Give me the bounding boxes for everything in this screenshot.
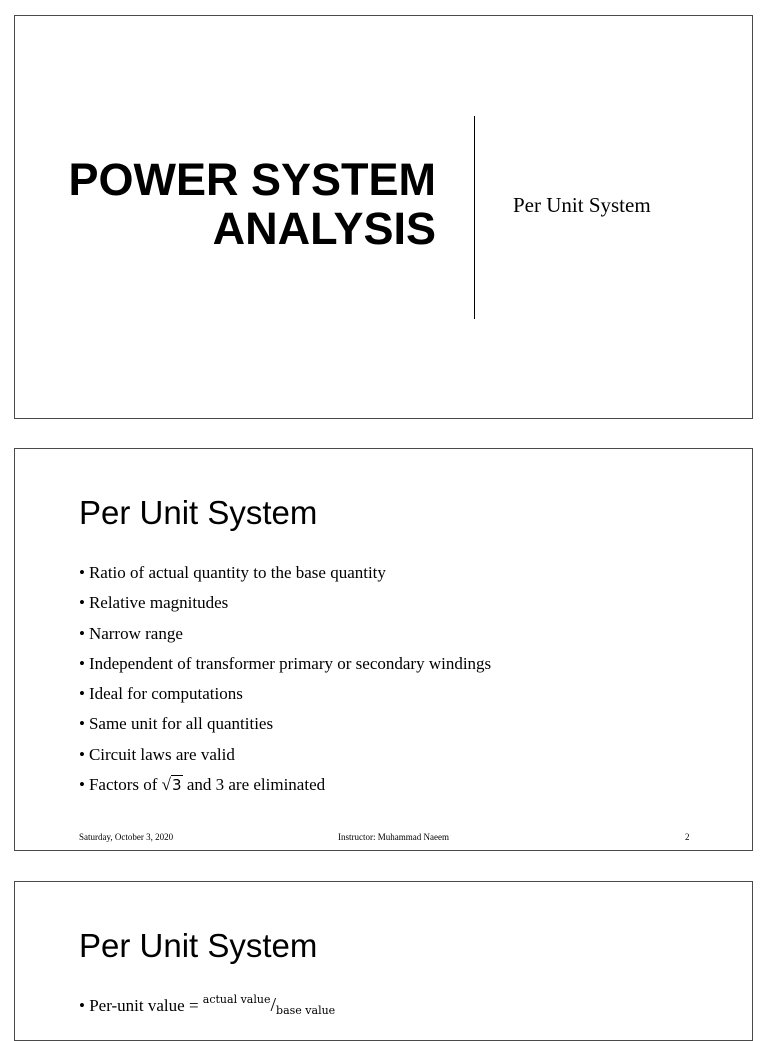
bullet-dot: • [79,684,85,704]
footer-date: Saturday, October 3, 2020 [79,832,174,842]
bullet-dot: • [79,593,85,613]
formula-denominator: base value [276,1004,336,1017]
bullet-item [79,653,491,683]
formula-numerator: actual value [202,993,271,1006]
bullet-text: Relative magnitudes [88,593,229,613]
bullet-text: Independent of transformer primary or secondary windings [88,653,492,673]
bullet-dot: • [79,653,85,673]
title-line-1: POWER SYSTEM [68,154,436,205]
radical-symbol: √ [161,775,172,795]
bullet-item [79,744,491,774]
content-slide-2 [14,448,753,851]
bullet-dot: • [79,623,85,643]
bullet-item [79,562,491,592]
presentation-title [15,155,436,253]
bullet-dot: • [79,563,85,582]
bullet-item [79,683,491,713]
bullet-text-suffix: and 3 are eliminated [182,775,326,795]
bullet-text: Same unit for all quantities [88,714,274,734]
bullet-item [79,623,491,653]
title-slide [14,15,753,419]
slide-heading: Per Unit System [79,494,318,531]
bullet-text-prefix: Factors of [88,775,162,795]
bullet-text: Ideal for computations [88,684,243,704]
bullet-dot: • [79,714,85,734]
title-divider [474,116,475,319]
footer-instructor: Instructor: Muhammad Naeem [338,832,449,842]
slide-heading: Per Unit System [79,927,318,964]
footer-page-number: 2 [685,832,690,842]
radicand: 3 [172,776,182,795]
bullet-text: Ratio of actual quantity to the base quantity [88,563,386,582]
formula-label: Per-unit value = [89,996,203,1015]
bullet-text: Narrow range [88,623,183,643]
title-line-2: ANALYSIS [212,203,436,254]
presentation-subtitle: Per Unit System [513,193,651,217]
bullet-dot: • [79,744,85,764]
bullet-item [79,713,491,743]
bullet-item [79,592,491,622]
content-slide-3 [14,881,753,1041]
square-root-of-3 [162,775,183,794]
bullet-item-sqrt3 [79,774,491,804]
bullet-dot: • [79,996,85,1015]
bullet-text: Circuit laws are valid [88,744,235,764]
formula-slash: / [270,994,277,1016]
per-unit-formula [79,994,335,1019]
bullet-list [79,562,491,804]
bullet-dot: • [79,775,85,795]
